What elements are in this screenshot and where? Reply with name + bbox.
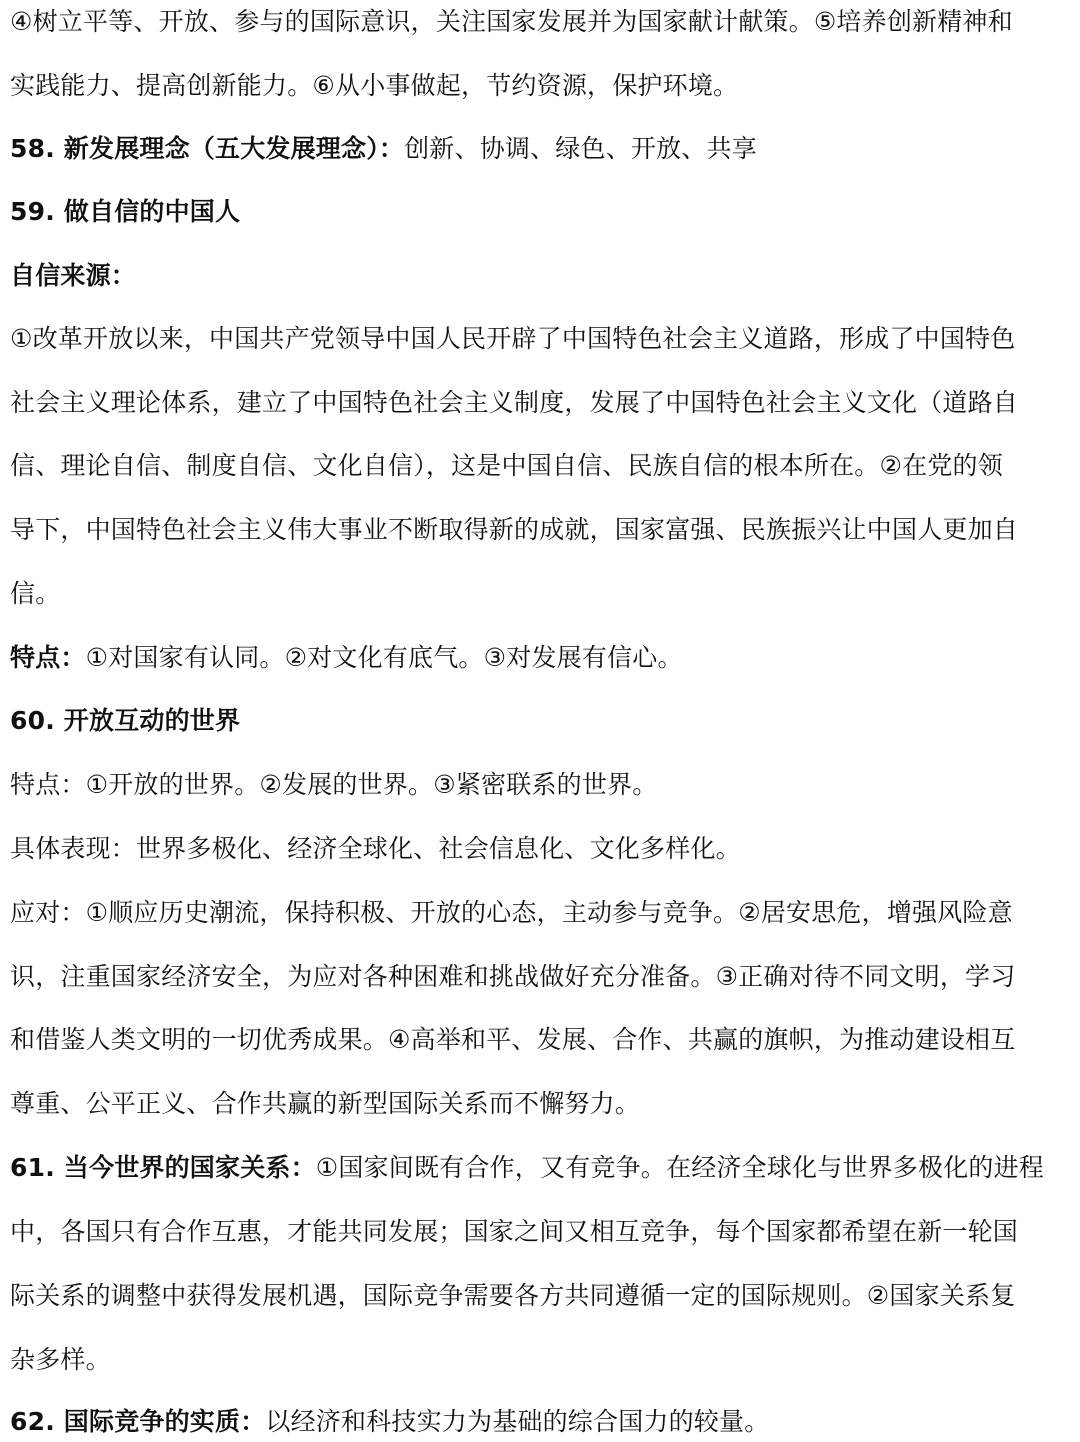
body-text: 应对：①顺应历史潮流，保持积极、开放的心态，主动参与竞争。②居安思危，增强风险意 [10,898,1013,927]
text-line [10,1148,1076,1188]
text-line [10,1276,1076,1316]
text-line-content [10,1345,111,1374]
text-line-content [10,134,757,163]
text-line [10,319,1076,359]
bold-heading: 60. 开放互动的世界 [10,706,241,735]
body-text: 创新、协调、绿色、开放、共享 [404,134,757,163]
text-line-content [10,197,240,226]
body-text: 和借鉴人类文明的一切优秀成果。④高举和平、发展、合作、共赢的旗帜，为推动建设相互 [10,1025,1016,1054]
text-line [10,192,1076,232]
body-text: ①改革开放以来，中国共产党领导中国人民开辟了中国特色社会主义道路，形成了中国特色 [10,324,1016,353]
text-line-content [10,898,1013,927]
text-line [10,1084,1076,1124]
text-line [10,510,1076,550]
body-text: 中，各国只有合作互惠，才能共同发展；国家之间又相互竞争，每个国家都希望在新一轮国 [10,1217,1019,1246]
body-text: 社会主义理论体系，建立了中国特色社会主义制度，发展了中国特色社会主义文化（道路自 [10,388,1019,417]
text-line-content [10,834,741,863]
body-text: 信、理论自信、制度自信、文化自信），这是中国自信、民族自信的根本所在。②在党的领 [10,451,1003,480]
text-line-content [10,515,1018,544]
text-line-content [10,388,1018,417]
text-line [10,574,1076,614]
text-line-content [10,579,60,608]
text-line [10,957,1076,997]
text-line [10,1212,1076,1252]
bold-heading: 62. 国际竞争的实质： [10,1407,266,1436]
text-line [10,256,1076,296]
text-line-content [10,962,1015,991]
text-line-content [10,1281,1015,1310]
text-line-content [10,643,683,672]
bold-heading: 特点： [10,643,86,672]
bold-heading: 59. 做自信的中国人 [10,197,241,226]
body-text: 信。 [10,579,61,608]
body-text: 识，注重国家经济安全，为应对各种困难和挑战做好充分准备。③正确对待不同文明，学习 [10,962,1016,991]
text-line-content [10,1153,1044,1182]
body-text: ①对国家有认同。②对文化有底气。③对发展有信心。 [85,643,683,672]
bold-heading: 自信来源： [10,261,137,290]
text-line [10,129,1076,169]
text-line [10,1020,1076,1060]
text-line [10,2,1076,42]
body-text: 特点：①开放的世界。②发展的世界。③紧密联系的世界。 [10,770,658,799]
text-line [10,1402,1076,1442]
text-line-content [10,770,657,799]
bold-heading: 58. 新发展理念（五大发展理念）： [10,134,405,163]
text-line [10,383,1076,423]
body-text: 尊重、公平正义、合作共赢的新型国际关系而不懈努力。 [10,1089,641,1118]
text-line [10,1340,1076,1380]
body-text: 际关系的调整中获得发展机遇，国际竞争需要各方共同遵循一定的国际规则。②国家关系复 [10,1281,1016,1310]
body-text: 以经济和科技实力为基础的综合国力的较量。 [265,1407,770,1436]
text-line-content [10,7,1013,36]
text-line [10,893,1076,933]
text-line-content [10,71,738,100]
text-line [10,829,1076,869]
text-line-content [10,706,240,735]
text-line [10,701,1076,741]
body-text: 导下，中国特色社会主义伟大事业不断取得新的成就，国家富强、民族振兴让中国人更加自 [10,515,1019,544]
bold-heading: 61. 当今世界的国家关系： [10,1153,316,1182]
text-line [10,638,1076,678]
text-line-content [10,1089,640,1118]
body-text: 具体表现：世界多极化、经济全球化、社会信息化、文化多样化。 [10,834,741,863]
text-line [10,765,1076,805]
text-line-content [10,1025,1015,1054]
body-text: 实践能力、提高创新能力。⑥从小事做起，节约资源，保护环境。 [10,71,739,100]
body-text: 杂多样。 [10,1345,111,1374]
text-line-content [10,1407,769,1436]
body-text: ①国家间既有合作，又有竞争。在经济全球化与世界多极化的进程 [315,1153,1045,1182]
body-text: ④树立平等、开放、参与的国际意识，关注国家发展并为国家献计献策。⑤培养创新精神和 [10,7,1013,36]
text-line [10,66,1076,106]
text-line-content [10,1217,1018,1246]
text-line-content [10,324,1015,353]
text-line-content [10,451,1003,480]
text-line [10,446,1076,486]
text-line-content [10,261,136,290]
